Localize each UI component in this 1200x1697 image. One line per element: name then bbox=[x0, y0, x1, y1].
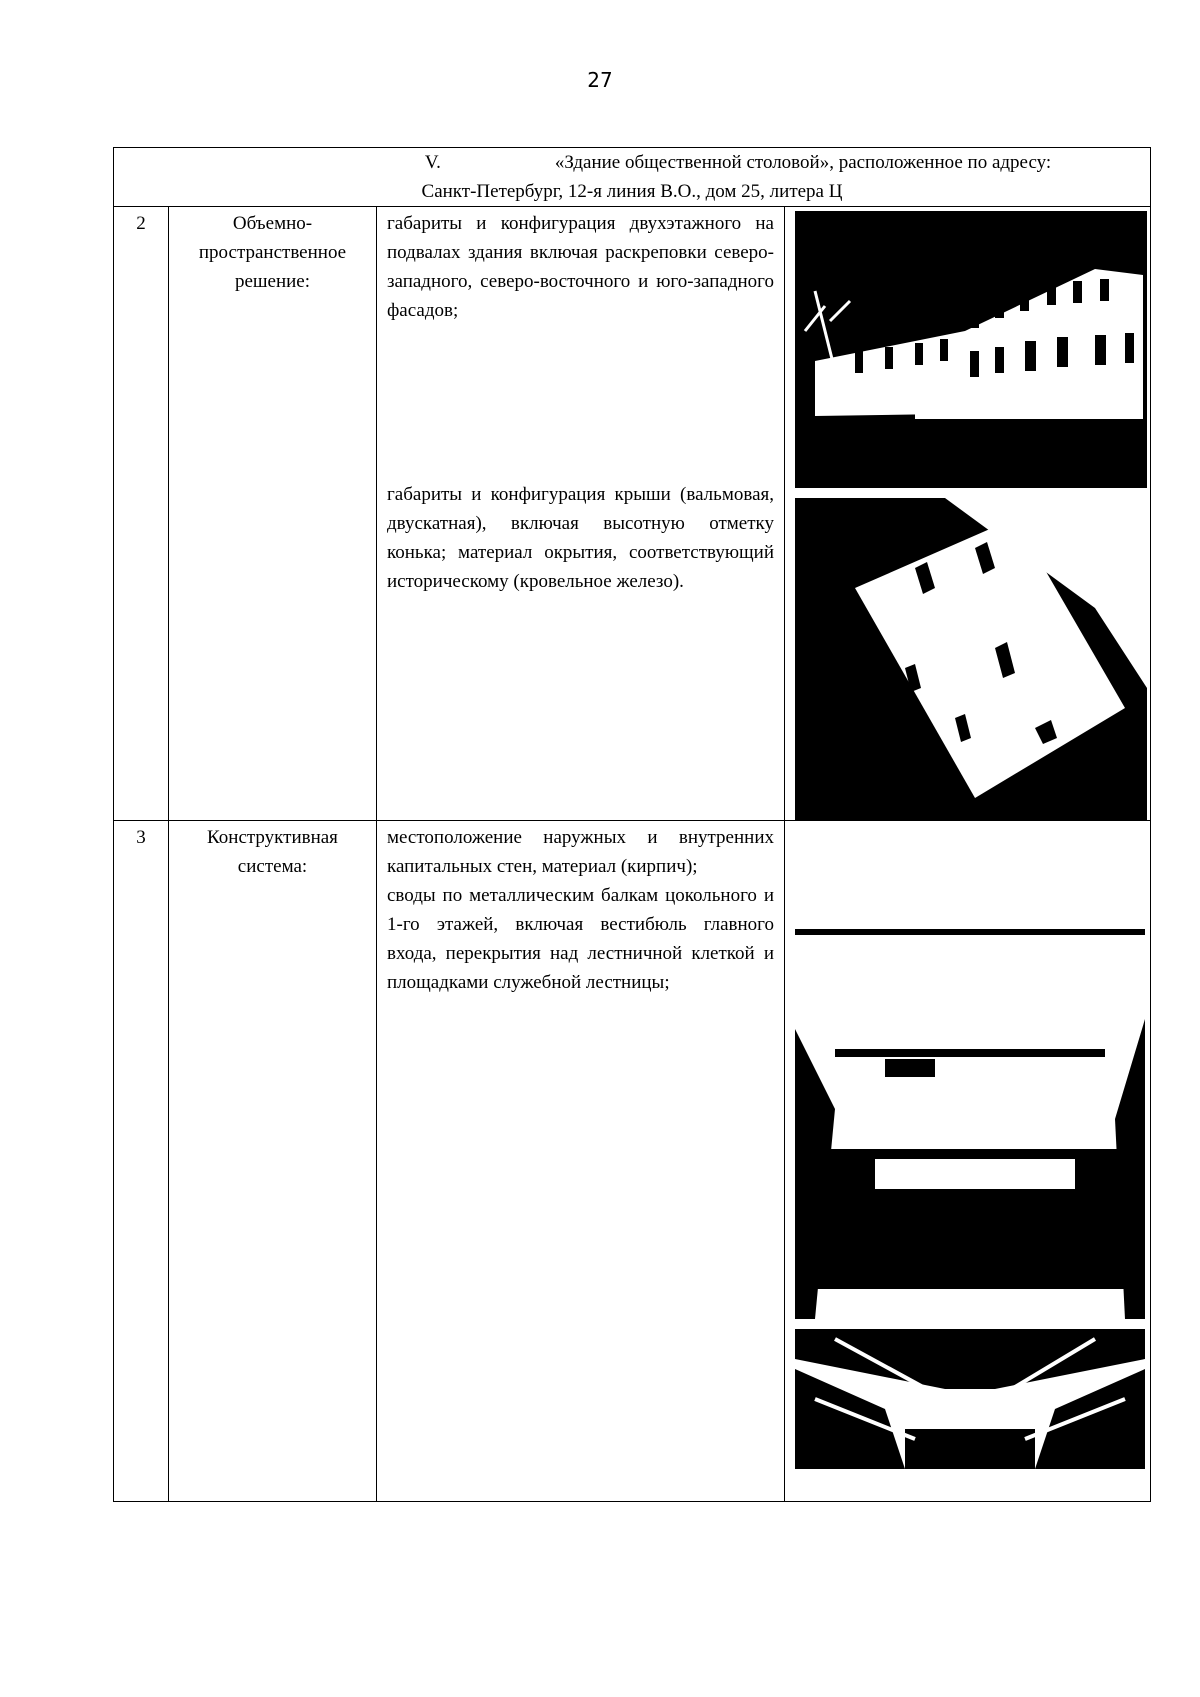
section-roman-numeral: V. bbox=[424, 152, 441, 173]
row-number: 2 bbox=[114, 207, 169, 821]
description-item: своды по металлическим балкам цокольного и 1-го этажей, включая вестибюль главного входа, перекрытия над лестничной клеткой и площадками служебной лестницы; bbox=[387, 885, 774, 993]
description-item: габариты и конфигурация двухэтажного на подвалах здания включая раскреповки северо-западного, северо-восточного и юго-западного фасадов; bbox=[387, 213, 774, 321]
object-title: «Здание общественной столовой», расположенное по адресу: bbox=[554, 152, 1052, 173]
row-photos bbox=[785, 207, 1151, 821]
table-header-row bbox=[114, 148, 1151, 207]
row-photos bbox=[785, 821, 1151, 1502]
table-row bbox=[114, 207, 1151, 821]
page-number: 27 bbox=[587, 68, 613, 92]
staircase-ceiling-photo bbox=[795, 1329, 1145, 1469]
table-row bbox=[114, 821, 1151, 1502]
row-category: Конструктивная система: bbox=[169, 821, 377, 1502]
row-description bbox=[377, 207, 785, 821]
object-address: Санкт-Петербург, 12-я линия В.О., дом 25, литера Ц bbox=[421, 181, 843, 202]
description-item: местоположение наружных и внутренних капитальных стен, материал (кирпич); bbox=[387, 827, 774, 877]
vault-interior-photo bbox=[795, 929, 1145, 1319]
table-header-cell bbox=[114, 148, 1151, 207]
row-category: Объемно-пространственное решение: bbox=[169, 207, 377, 821]
facade-photo bbox=[795, 211, 1147, 488]
row-number: 3 bbox=[114, 821, 169, 1502]
roof-aerial-photo bbox=[795, 498, 1147, 820]
protected-elements-table bbox=[113, 147, 1151, 1502]
description-item: габариты и конфигурация крыши (вальмовая, двускатная), включая высотную отметку конька; материал окрытия, соответствующий историческому (кровельное железо). bbox=[387, 484, 774, 592]
row-description bbox=[377, 821, 785, 1502]
